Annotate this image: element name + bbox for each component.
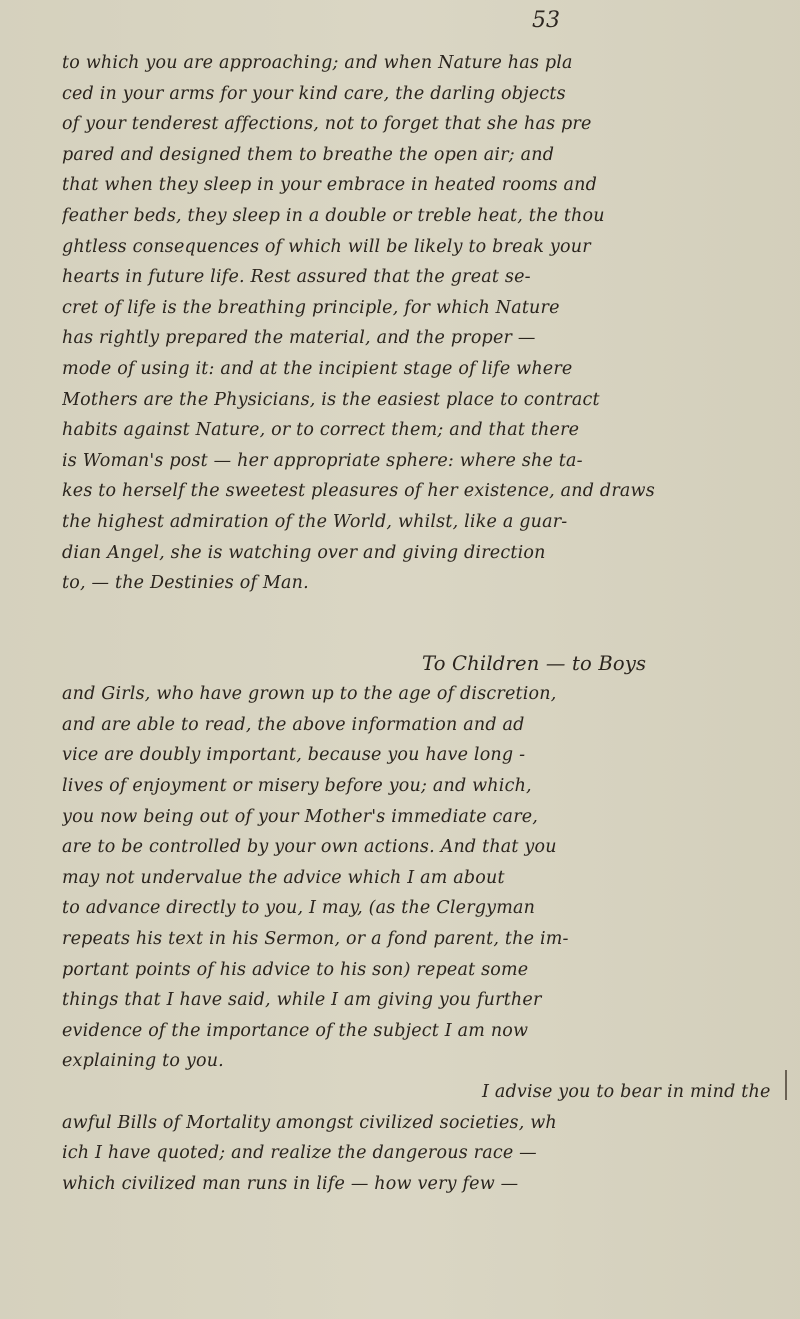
text-line: cret of life is the breathing principle, for which Nature <box>62 297 560 318</box>
text-line: ghtless consequences of which will be likely to break your <box>62 236 591 257</box>
text-line: the highest admiration of the World, whilst, like a guar- <box>62 511 568 532</box>
text-line: habits against Nature, or to correct them; and that there <box>62 420 580 441</box>
text-line: and are able to read, the above information and ad <box>62 714 525 735</box>
text-line: explaining to you. <box>62 1051 224 1072</box>
text-line: that when they sleep in your embrace in heated rooms and <box>62 175 597 196</box>
text-line: kes to herself the sweetest pleasures of her existence, and draws <box>62 481 655 502</box>
text-line: which civilized man runs in life — how very few — <box>62 1173 519 1194</box>
text-line: ced in your arms for your kind care, the darling objects <box>62 83 566 104</box>
handwritten-text-block <box>62 48 772 1199</box>
text-line: pared and designed them to breathe the open air; and <box>62 144 555 165</box>
text-line: ich I have quoted; and realize the dangerous race — <box>62 1143 537 1164</box>
text-line: portant points of his advice to his son) repeat some <box>62 959 529 980</box>
text-line: things that I have said, while I am giving you further <box>62 990 542 1011</box>
text-line: feather beds, they sleep in a double or treble heat, the thou <box>62 205 605 226</box>
text-line: evidence of the importance of the subject I am now <box>62 1020 529 1041</box>
text-line: are to be controlled by your own actions. And that you <box>62 837 557 858</box>
page-number: 53 <box>532 8 560 33</box>
text-line: has rightly prepared the material, and the proper — <box>62 328 536 349</box>
text-line: of your tenderest affections, not to forget that she has pre <box>62 114 592 135</box>
text-line: you now being out of your Mother's immediate care, <box>62 806 539 827</box>
text-line: hearts in future life. Rest assured that the great se- <box>62 267 531 288</box>
text-line: to advance directly to you, I may, (as the Clergyman <box>62 898 536 919</box>
text-line: is Woman's post — her appropriate sphere: where she ta- <box>62 450 583 471</box>
section-heading: To Children — to Boys <box>422 651 647 675</box>
text-line: to, — the Destinies of Man. <box>62 573 309 594</box>
text-line: vice are doubly important, because you have long - <box>62 745 526 766</box>
text-line: to which you are approaching; and when Nature has pla <box>62 53 573 73</box>
text-line: awful Bills of Mortality amongst civilized societies, wh <box>62 1112 557 1133</box>
margin-rule <box>785 1070 787 1100</box>
text-line: repeats his text in his Sermon, or a fond parent, the im- <box>62 929 569 950</box>
paragraph-gap <box>62 599 772 649</box>
text-line: Mothers are the Physicians, is the easiest place to contract <box>62 389 600 410</box>
text-line: may not undervalue the advice which I am about <box>62 867 505 888</box>
text-line: and Girls, who have grown up to the age of discretion, <box>62 684 557 705</box>
text-line: I advise you to bear in mind the <box>482 1082 771 1102</box>
text-line: lives of enjoyment or misery before you; and which, <box>62 776 532 797</box>
text-line: mode of using it: and at the incipient stage of life where <box>62 358 573 379</box>
text-line: dian Angel, she is watching over and giving direction <box>62 542 546 563</box>
